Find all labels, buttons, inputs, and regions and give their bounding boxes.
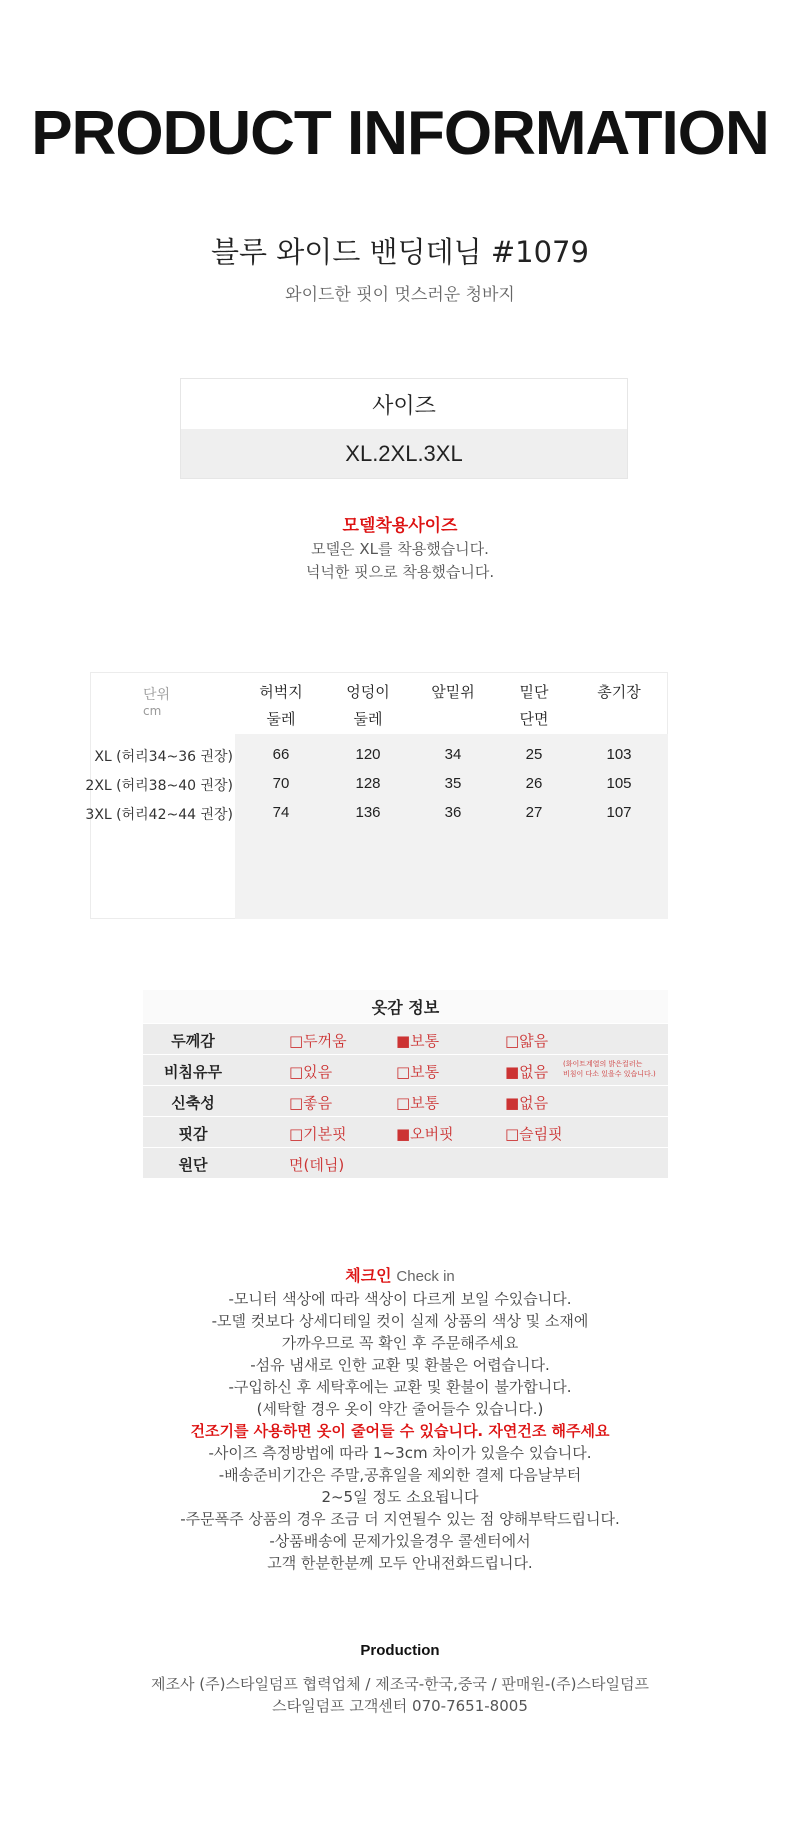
notice-line: -상품배송에 문제가있을경우 콜센터에서: [269, 1532, 531, 1550]
column-header: [574, 679, 664, 706]
model-size-line: 넉넉한 핏으로 착용했습니다.: [305, 563, 495, 581]
column-header-line: 밑단: [519, 683, 549, 701]
size-cell: 128: [355, 775, 381, 792]
notice-line: -사이즈 측정방법에 따라 1~3cm 차이가 있을수 있습니다.: [208, 1444, 592, 1462]
product-name: 블루 와이드 밴딩데님 #1079: [211, 235, 589, 269]
fabric-row: [143, 1085, 668, 1116]
column-header: [323, 679, 413, 733]
fabric-row-label: 핏감: [178, 1125, 208, 1143]
column-header: [408, 679, 498, 706]
fabric-row: [143, 1116, 668, 1147]
fabric-note-line: 비침이 다소 있을수 있습니다.): [563, 1070, 656, 1078]
fabric-option: ■없음: [505, 1094, 549, 1112]
column-header: [489, 679, 579, 733]
unit-label: 단위: [143, 687, 171, 703]
fabric-option: □두꺼움: [289, 1032, 347, 1050]
fabric-row: [143, 1147, 668, 1178]
model-size-title: 모델착용사이즈: [342, 516, 458, 536]
size-cell: 74: [272, 804, 290, 821]
check-in-title-en: Check in: [396, 1268, 455, 1285]
unit-value: cm: [143, 704, 162, 718]
fabric-row-label: 원단: [178, 1156, 208, 1174]
notice-line: -모니터 색상에 따라 색상이 다르게 보일 수있습니다.: [228, 1290, 572, 1308]
size-cell: 35: [444, 775, 462, 792]
size-cell: 103: [606, 746, 632, 763]
fabric-option: ■오버핏: [396, 1125, 454, 1143]
size-cell: 70: [272, 775, 290, 792]
notice-line: -모델 컷보다 상세디테일 컷이 실제 상품의 색상 및 소재에: [211, 1312, 589, 1330]
notice-line: 가까우므로 꼭 확인 후 주문해주세요: [281, 1334, 519, 1352]
customer-center-line: 스타일덤프 고객센터 070-7651-8005: [272, 1697, 528, 1715]
notice-line: (세탁할 경우 옷이 약간 줄어들수 있습니다.): [256, 1400, 544, 1418]
notice-line: -배송준비기간은 주말,공휴일을 제외한 결제 다음날부터: [218, 1466, 582, 1484]
production-title: Production: [360, 1642, 440, 1659]
fabric-option: □얇음: [505, 1032, 549, 1050]
column-header-line: 둘레: [266, 710, 296, 728]
fabric-info-table: [143, 990, 668, 1178]
size-cell: 27: [525, 804, 543, 821]
production-info: [0, 1642, 800, 1717]
fabric-option: □보통: [396, 1094, 440, 1112]
fabric-option: □있음: [289, 1063, 333, 1081]
fabric-row-label: 두께감: [171, 1032, 215, 1050]
column-header-line: 둘레: [353, 710, 383, 728]
size-cell: 26: [525, 775, 543, 792]
column-header-line: 앞밑위: [431, 683, 475, 701]
fabric-info-title: 옷감 정보: [143, 990, 668, 1023]
size-table: [85, 672, 668, 919]
size-cell: 107: [606, 804, 632, 821]
fabric-option: ■없음: [505, 1063, 549, 1081]
size-row-label: 2XL (허리38~40 권장): [85, 778, 233, 794]
fabric-note-line: (화이트계열의 밝은컬러는: [563, 1060, 643, 1068]
fabric-row-label: 신축성: [171, 1094, 215, 1112]
fabric-option: □보통: [396, 1063, 440, 1081]
size-row-label: XL (허리34~36 권장): [94, 749, 233, 765]
dryer-warning: 건조기를 사용하면 옷이 줄어들 수 있습니다. 자연건조 해주세요: [190, 1422, 610, 1440]
column-header: [236, 679, 326, 733]
size-cell: 136: [355, 804, 381, 821]
column-header-line: 단면: [519, 710, 549, 728]
fabric-option: □기본핏: [289, 1125, 347, 1143]
check-in-heading: [0, 1265, 800, 1288]
fabric-row: [143, 1054, 668, 1085]
notice-line: -섬유 냄새로 인한 교환 및 환불은 어렵습니다.: [250, 1356, 550, 1374]
size-row-label: 3XL (허리42~44 권장): [85, 807, 233, 823]
fabric-option: □슬림핏: [505, 1125, 563, 1143]
notice-line: 2~5일 정도 소요됩니다: [321, 1488, 479, 1506]
fabric-option: □좋음: [289, 1094, 333, 1112]
fabric-option: 면(데님): [289, 1156, 345, 1174]
size-cell: 36: [444, 804, 462, 821]
page-title: PRODUCT INFORMATION: [31, 99, 769, 168]
fabric-row: [143, 1023, 668, 1054]
size-cell: 120: [355, 746, 381, 763]
size-box: [180, 378, 628, 479]
check-in-title: 체크인: [345, 1266, 392, 1285]
notice-line: -주문폭주 상품의 경우 조금 더 지연될수 있는 점 양해부탁드립니다.: [180, 1510, 620, 1528]
check-in-notice: [0, 1265, 800, 1574]
notice-line: 고객 한분한분께 모두 안내전화드립니다.: [267, 1554, 533, 1572]
size-cell: 25: [525, 746, 543, 763]
production-line: 제조사 (주)스타일덤프 협력업체 / 제조국-한국,중국 / 판매원-(주)스타일덤프: [151, 1675, 649, 1693]
size-cell: 34: [444, 746, 462, 763]
size-table-unit: [143, 687, 223, 719]
column-header-line: 허벅지: [259, 683, 303, 701]
fabric-row-label: 비침유무: [164, 1063, 222, 1081]
fabric-option: ■보통: [396, 1032, 440, 1050]
fabric-note: [563, 1059, 656, 1079]
product-subtitle: 와이드한 핏이 멋스러운 청바지: [285, 285, 515, 305]
size-value: XL.2XL.3XL: [181, 429, 627, 478]
size-cell: 66: [272, 746, 290, 763]
column-header-line: 엉덩이: [346, 683, 390, 701]
size-label: 사이즈: [372, 393, 436, 419]
size-cell: 105: [606, 775, 632, 792]
column-header-line: 총기장: [597, 683, 641, 701]
notice-line: -구입하신 후 세탁후에는 교환 및 환불이 불가합니다.: [228, 1378, 572, 1396]
model-size-info: [0, 515, 800, 584]
model-size-line: 모델은 XL를 착용했습니다.: [311, 540, 489, 558]
